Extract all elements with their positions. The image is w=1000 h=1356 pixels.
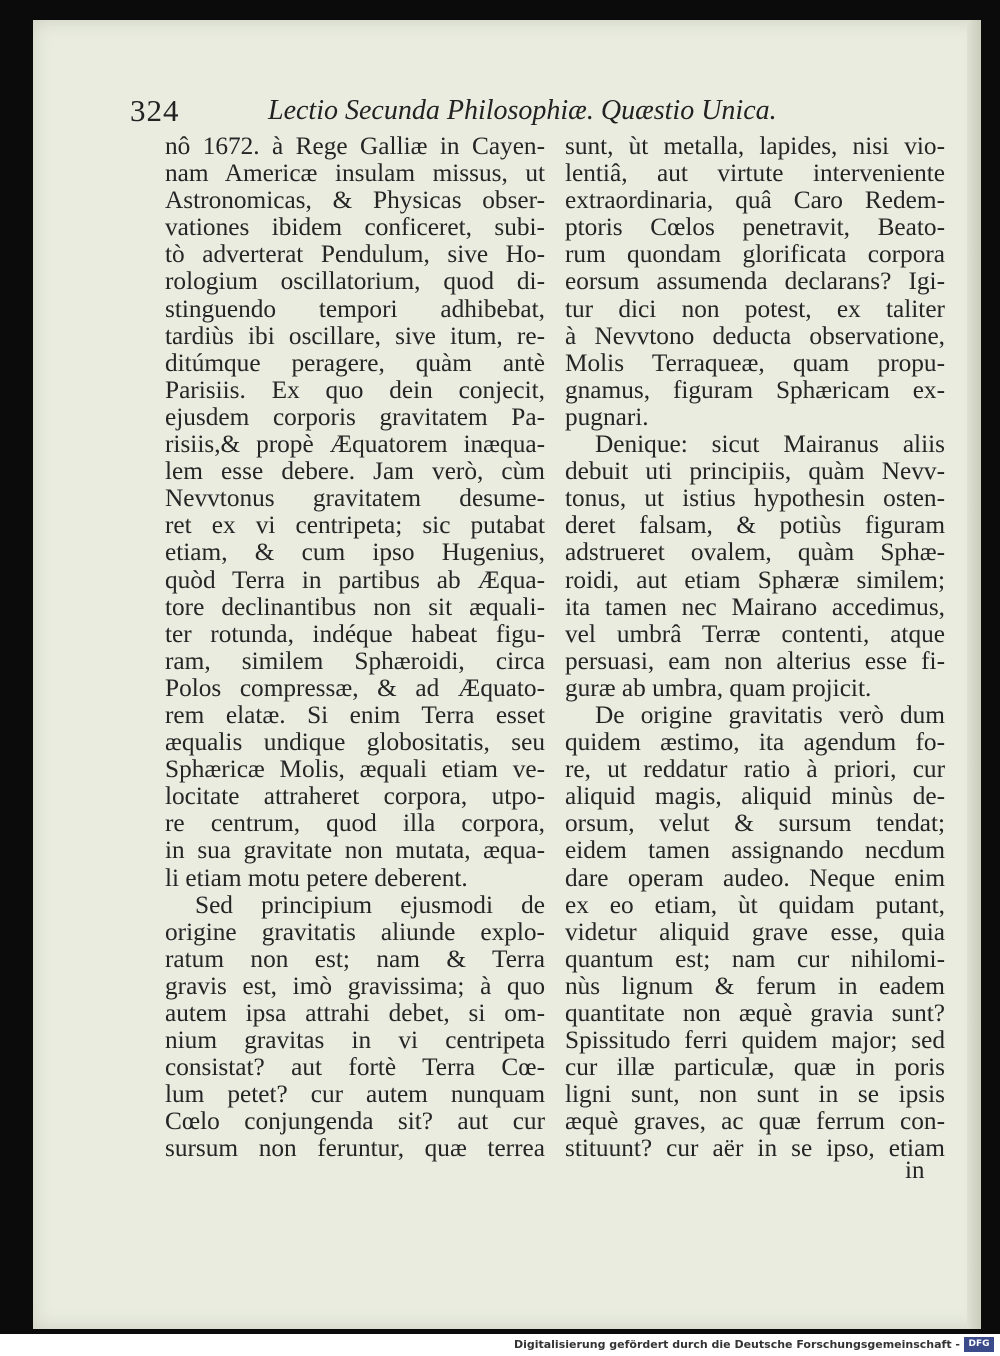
running-title: Lectio Secunda Philosophiæ. Quæstio Unica. <box>268 95 777 126</box>
text-line: vationes ibidem conficeret, subi- <box>165 213 545 242</box>
text-line: Polos compressæ, & ad Æquato- <box>165 673 545 702</box>
text-line: origine gravitatis aliunde explo- <box>165 917 545 946</box>
text-line: Denique: sicut Mairanus aliis <box>595 430 945 459</box>
text-line: cur illæ particulæ, quæ in poris <box>565 1053 945 1082</box>
text-line: rologium oscillatorium, quod di- <box>165 267 545 296</box>
text-line: Sed principium ejusmodi de <box>195 890 545 919</box>
text-line: dare operam audeo. Neque enim <box>565 863 945 892</box>
text-line: lentiâ, aut virtute interveniente <box>565 159 945 188</box>
text-line: ditúmque peragere, quàm antè <box>165 348 545 377</box>
text-line: Spissitudo ferri quidem major; sed <box>565 1026 945 1055</box>
text-line: in sua gravitate non mutata, æqua- <box>165 836 545 865</box>
text-line: Astronomicas, & Physicas obser- <box>165 186 545 215</box>
dfg-logo: DFG <box>964 1337 994 1352</box>
text-line: sursum non feruntur, quæ terrea <box>165 1134 545 1163</box>
catchword: in <box>905 1157 925 1184</box>
text-line: extraordinaria, quâ Caro Redem- <box>565 186 945 215</box>
text-line: rum quondam glorificata corpora <box>565 240 945 269</box>
text-line: Parisiis. Ex quo dein conjecit, <box>165 375 545 404</box>
text-line: quidem æstimo, ita agendum fo- <box>565 728 945 757</box>
text-line: lum petet? cur autem nunquam <box>165 1080 545 1109</box>
text-line: stituunt? cur aër in se ipso, etiam <box>565 1134 945 1163</box>
text-line: re centrum, quod illa corpora, <box>165 809 545 838</box>
funding-credit: Digitalisierung gefördert durch die Deutsche Forschungsgemeinschaft - <box>513 1338 960 1351</box>
text-line: ejusdem corporis gravitatem Pa- <box>165 402 545 431</box>
text-line: deret falsam, & potiùs figuram <box>565 511 945 540</box>
left-column <box>165 133 545 1163</box>
text-line: quòd Terra in partibus ab Æqua- <box>165 565 545 594</box>
text-line: nium gravitas in vi centripeta <box>165 1026 545 1055</box>
text-line: tonus, ut istius hypothesin osten- <box>565 484 945 513</box>
text-line: Molis Terraqueæ, quam propu- <box>565 348 945 377</box>
text-line: orsum, velut & sursum tendat; <box>565 809 945 838</box>
text-line: li etiam motu petere deberent. <box>165 863 468 892</box>
page-number: 324 <box>130 93 180 128</box>
text-line: pugnari. <box>565 402 649 431</box>
text-line: etiam, & cum ipso Hugenius, <box>165 538 545 567</box>
text-line: æquè graves, ac quæ ferrum con- <box>565 1107 945 1136</box>
text-line: ret ex vi centripeta; sic putabat <box>165 511 545 540</box>
text-line: ligni sunt, non sunt in se ipsis <box>565 1080 945 1109</box>
text-line: tore declinantibus non sit æquali- <box>165 592 545 621</box>
text-line: consistat? aut fortè Terra Cœ- <box>165 1053 545 1082</box>
text-line: aliquid magis, aliquid minùs de- <box>565 782 945 811</box>
right-column <box>565 133 945 1163</box>
text-line: æqualis undique globositatis, seu <box>165 728 545 757</box>
text-line: rem elatæ. Si enim Terra esset <box>165 700 545 729</box>
text-line: vel umbrâ Terræ contenti, atque <box>565 619 945 648</box>
text-line: quantitate non æquè gravia sunt? <box>565 999 945 1027</box>
running-head <box>130 93 820 133</box>
text-line: stinguendo tempori adhibebat, <box>165 294 545 323</box>
text-line: re, ut reddatur ratio à priori, cur <box>565 755 945 784</box>
text-line: Sphæricæ Molis, æquali etiam ve- <box>165 755 545 784</box>
text-line: locitate attraheret corpora, utpo- <box>165 782 545 811</box>
text-line: ita tamen nec Mairano accedimus, <box>565 592 945 621</box>
text-line: nùs lignum & ferum in eadem <box>565 971 945 1000</box>
text-line: eidem tamen assignando necdum <box>565 836 945 865</box>
text-line: lem esse debere. Jam verò, cùm <box>165 457 545 486</box>
text-line: roidi, aut etiam Sphæræ similem; <box>565 565 945 594</box>
text-line: autem ipsa attrahi debet, si om- <box>165 999 545 1027</box>
text-line: tur dici non potest, ex taliter <box>565 294 945 323</box>
text-line: sunt, ùt metalla, lapides, nisi vio- <box>565 132 945 160</box>
text-line: quantum est; nam cur nihilomi- <box>565 944 945 973</box>
text-line: risiis,& propè Æquatorem inæqua- <box>165 430 545 459</box>
text-line: debuit uti principiis, quàm Nevv- <box>565 457 945 486</box>
text-line: ter rotunda, indéque habeat figu- <box>165 619 545 648</box>
text-line: nam Americæ insulam missus, ut <box>165 159 545 188</box>
text-line: nô 1672. à Rege Galliæ in Cayen- <box>165 132 545 160</box>
text-line: Cœlo conjungenda sit? aut cur <box>165 1107 545 1136</box>
footer <box>0 1334 1000 1356</box>
page-edge <box>967 20 981 1329</box>
text-line: adstrueret ovalem, quàm Sphæ- <box>565 538 945 567</box>
text-line: gravis est, imò gravissima; à quo <box>165 971 545 1000</box>
text-line: à Nevvtono deducta observatione, <box>565 321 945 350</box>
text-line: persuasi, eam non alterius esse fi- <box>565 646 945 675</box>
text-line: tò adverterat Pendulum, sive Ho- <box>165 240 545 269</box>
text-line: eorsum assumenda declarans? Igi- <box>565 267 945 296</box>
text-line: videtur aliquid grave esse, quia <box>565 917 945 946</box>
text-line: ptoris Cœlos penetravit, Beato- <box>565 213 945 242</box>
text-line: tardiùs ibi oscillare, sive itum, re- <box>165 321 545 350</box>
text-line: gnamus, figuram Sphæricam ex- <box>565 375 945 404</box>
text-line: guræ ab umbra, quam projicit. <box>565 673 872 702</box>
text-line: ram, similem Sphæroidi, circa <box>165 646 545 675</box>
text-line: ratum non est; nam & Terra <box>165 944 545 973</box>
text-line: ex eo etiam, ùt quidam putant, <box>565 890 945 919</box>
text-line: De origine gravitatis verò dum <box>595 700 945 729</box>
text-line: Nevvtonus gravitatem desume- <box>165 484 545 513</box>
